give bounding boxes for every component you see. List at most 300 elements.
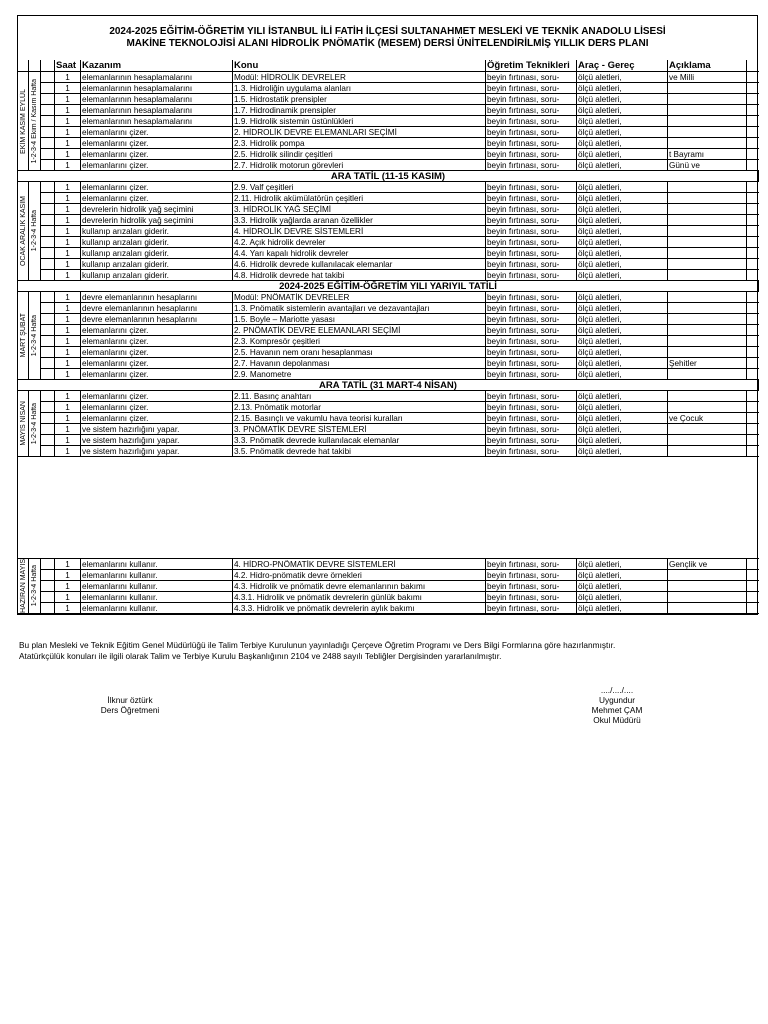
edge-cell: [747, 369, 759, 380]
table-row: [18, 182, 759, 193]
edge-cell: [747, 336, 759, 347]
cell-konu: 2.13. Pnömatik motorlar: [233, 402, 486, 413]
cell-ogretim: beyin fırtınası, soru-: [486, 391, 577, 402]
principal-title: Okul Müdürü: [593, 715, 641, 725]
hour-index-cell: [41, 559, 55, 570]
table-row: [18, 127, 759, 138]
table-row: [18, 424, 759, 435]
plan-table: [17, 60, 759, 457]
cell-arac: ölçü aletleri,: [577, 160, 668, 171]
cell-konu: 1.3. Hidroliğin uygulama alanları: [233, 83, 486, 94]
cell-saat: 1: [55, 149, 81, 160]
cell-ogretim: beyin fırtınası, soru-: [486, 215, 577, 226]
cell-kazanim: ve sistem hazırlığını yapar.: [81, 446, 233, 457]
cell-aciklama: [668, 138, 747, 149]
cell-arac: ölçü aletleri,: [577, 603, 668, 614]
month-cell: [18, 391, 29, 457]
cell-arac: ölçü aletleri,: [577, 347, 668, 358]
edge-cell: [747, 559, 759, 570]
cell-konu: 4. HİDROLİK DEVRE SİSTEMLERİ: [233, 226, 486, 237]
hour-index-cell: [41, 105, 55, 116]
cell-aciklama: [668, 592, 747, 603]
hour-index-cell: [41, 581, 55, 592]
hour-index-cell: [41, 116, 55, 127]
hour-index-cell: [41, 226, 55, 237]
cell-aciklama: Gençlik ve: [668, 559, 747, 570]
cell-konu: 2.3. Hidrolik pompa: [233, 138, 486, 149]
cell-saat: 1: [55, 204, 81, 215]
hour-index-cell: [41, 270, 55, 281]
edge-cell: [747, 358, 759, 369]
cell-aciklama: [668, 248, 747, 259]
cell-aciklama: [668, 570, 747, 581]
cell-arac: ölçü aletleri,: [577, 226, 668, 237]
cell-arac: ölçü aletleri,: [577, 446, 668, 457]
cell-ogretim: beyin fırtınası, soru-: [486, 570, 577, 581]
edge-cell: [747, 303, 759, 314]
cell-aciklama: [668, 226, 747, 237]
cell-konu: 2.5. Hidrolik silindir çeşitleri: [233, 149, 486, 160]
cell-konu: 2.11. Hidrolik akümülatörün çeşitleri: [233, 193, 486, 204]
cell-arac: ölçü aletleri,: [577, 149, 668, 160]
cell-konu: 4.6. Hidrolik devrede kullanılacak elemanlar: [233, 259, 486, 270]
cell-ogretim: beyin fırtınası, soru-: [486, 424, 577, 435]
cell-aciklama: [668, 83, 747, 94]
table-row: [18, 314, 759, 325]
cell-kazanim: elemanlarını çizer.: [81, 149, 233, 160]
edge-cell: [747, 292, 759, 303]
cell-arac: ölçü aletleri,: [577, 72, 668, 83]
cell-aciklama: [668, 105, 747, 116]
cell-saat: 1: [55, 248, 81, 259]
cell-konu: 2.7. Hidrolik motorun görevleri: [233, 160, 486, 171]
cell-aciklama: [668, 303, 747, 314]
cell-arac: ölçü aletleri,: [577, 248, 668, 259]
footer-line-2: Atatürkçülük konuları ile ilgili olarak Talim ve Terbiye Kurulu Başkanlığının 2104 ve 2488 sayılı Tebliğler Dergisinden yararlanılmıştır.: [19, 651, 502, 661]
cell-kazanim: elemanlarının hesaplamalarını: [81, 105, 233, 116]
cell-saat: 1: [55, 72, 81, 83]
plan-table-june: [17, 558, 759, 614]
table-row: [18, 270, 759, 281]
cell-kazanim: kullanıp arızaları giderir.: [81, 270, 233, 281]
table-row: [18, 347, 759, 358]
cell-konu: 2.9. Valf çeşitleri: [233, 182, 486, 193]
week-label: 1-2-3-4 Ekim / Kasım Hafta: [31, 78, 38, 164]
cell-aciklama: [668, 325, 747, 336]
edge-cell: [747, 270, 759, 281]
edge-cell: [747, 435, 759, 446]
footer-note: [19, 640, 615, 662]
edge-cell: [747, 182, 759, 193]
cell-kazanim: ve sistem hazırlığını yapar.: [81, 435, 233, 446]
cell-aciklama: [668, 314, 747, 325]
cell-arac: ölçü aletleri,: [577, 358, 668, 369]
cell-kazanim: devre elemanlarının hesaplarını: [81, 292, 233, 303]
teacher-title: Ders Öğretmeni: [100, 705, 160, 715]
edge-cell: [747, 592, 759, 603]
table-row: [18, 413, 759, 424]
header-saat: Saat: [55, 60, 81, 72]
table-row: [18, 292, 759, 303]
break-row: [18, 380, 759, 391]
table-row: [18, 83, 759, 94]
edge-cell: [747, 105, 759, 116]
cell-arac: ölçü aletleri,: [577, 369, 668, 380]
cell-ogretim: beyin fırtınası, soru-: [486, 592, 577, 603]
cell-kazanim: elemanlarını çizer.: [81, 127, 233, 138]
month-label: MART ŞUBAT: [20, 313, 27, 358]
cell-ogretim: beyin fırtınası, soru-: [486, 402, 577, 413]
cell-kazanim: elemanlarını çizer.: [81, 193, 233, 204]
cell-ogretim: beyin fırtınası, soru-: [486, 83, 577, 94]
header-aciklama: Açıklama: [668, 60, 747, 72]
hour-index-cell: [41, 160, 55, 171]
cell-ogretim: beyin fırtınası, soru-: [486, 127, 577, 138]
cell-kazanim: ve sistem hazırlığını yapar.: [81, 424, 233, 435]
cell-konu: Modül: PNÖMATİK DEVRELER: [233, 292, 486, 303]
cell-kazanim: elemanlarını çizer.: [81, 358, 233, 369]
cell-saat: 1: [55, 314, 81, 325]
cell-arac: ölçü aletleri,: [577, 182, 668, 193]
cell-konu: 1.7. Hidrodinamik prensipler: [233, 105, 486, 116]
hour-index-cell: [41, 237, 55, 248]
hour-index-cell: [41, 303, 55, 314]
week-cell: [29, 391, 41, 457]
cell-arac: ölçü aletleri,: [577, 83, 668, 94]
month-label: MAYIS NİSAN: [20, 401, 27, 446]
month-label: EKİM KASIM EYLÜL: [20, 88, 27, 154]
break-row: [18, 171, 759, 182]
cell-ogretim: beyin fırtınası, soru-: [486, 105, 577, 116]
month-cell: [18, 182, 29, 281]
cell-aciklama: [668, 204, 747, 215]
cell-kazanim: elemanlarını çizer.: [81, 160, 233, 171]
cell-konu: 2. PNÖMATİK DEVRE ELEMANLARI SEÇİMİ: [233, 325, 486, 336]
cell-ogretim: beyin fırtınası, soru-: [486, 559, 577, 570]
cell-arac: ölçü aletleri,: [577, 592, 668, 603]
cell-aciklama: Şehitler: [668, 358, 747, 369]
cell-ogretim: beyin fırtınası, soru-: [486, 314, 577, 325]
hour-index-cell: [41, 149, 55, 160]
hour-index-cell: [41, 435, 55, 446]
cell-saat: 1: [55, 215, 81, 226]
cell-aciklama: [668, 347, 747, 358]
cell-arac: ölçü aletleri,: [577, 314, 668, 325]
cell-arac: ölçü aletleri,: [577, 292, 668, 303]
hour-index-cell: [41, 570, 55, 581]
cell-kazanim: kullanıp arızaları giderir.: [81, 259, 233, 270]
teacher-name: İlknur öztürk: [107, 695, 153, 705]
table-row: [18, 391, 759, 402]
cell-konu: 1.3. Pnömatik sistemlerin avantajları ve dezavantajları: [233, 303, 486, 314]
cell-aciklama: [668, 391, 747, 402]
cell-kazanim: devrelerin hidrolik yağ seçimini: [81, 215, 233, 226]
edge-cell: [747, 116, 759, 127]
edge-cell: [747, 83, 759, 94]
edge-cell: [747, 226, 759, 237]
table-row: [18, 160, 759, 171]
cell-ogretim: beyin fırtınası, soru-: [486, 248, 577, 259]
cell-saat: 1: [55, 358, 81, 369]
hour-index-cell: [41, 358, 55, 369]
cell-arac: ölçü aletleri,: [577, 105, 668, 116]
cell-aciklama: [668, 237, 747, 248]
hour-index-cell: [41, 248, 55, 259]
cell-ogretim: beyin fırtınası, soru-: [486, 303, 577, 314]
hour-index-cell: [41, 446, 55, 457]
cell-saat: 1: [55, 303, 81, 314]
cell-kazanim: elemanlarını çizer.: [81, 182, 233, 193]
cell-arac: ölçü aletleri,: [577, 259, 668, 270]
cell-konu: 2.7. Havanın depolanması: [233, 358, 486, 369]
cell-kazanim: elemanlarını çizer.: [81, 336, 233, 347]
cell-kazanim: elemanlarını kullanır.: [81, 603, 233, 614]
cell-arac: ölçü aletleri,: [577, 138, 668, 149]
edge-cell: [747, 603, 759, 614]
table-row: [18, 226, 759, 237]
hour-index-cell: [41, 94, 55, 105]
table-row: [18, 325, 759, 336]
table-row: [18, 559, 759, 570]
cell-ogretim: beyin fırtınası, soru-: [486, 603, 577, 614]
table-row: [18, 402, 759, 413]
break-label: ARA TATİL (31 MART-4 NİSAN): [18, 380, 759, 391]
hour-index-cell: [41, 391, 55, 402]
hour-index-cell: [41, 127, 55, 138]
cell-saat: 1: [55, 325, 81, 336]
cell-ogretim: beyin fırtınası, soru-: [486, 413, 577, 424]
table-row: [18, 336, 759, 347]
cell-kazanim: kullanıp arızaları giderir.: [81, 237, 233, 248]
cell-kazanim: kullanıp arızaları giderir.: [81, 226, 233, 237]
cell-aciklama: [668, 292, 747, 303]
page-title: [17, 26, 758, 50]
cell-aciklama: [668, 336, 747, 347]
hour-index-cell: [41, 72, 55, 83]
cell-ogretim: beyin fırtınası, soru-: [486, 116, 577, 127]
hour-index-cell: [41, 413, 55, 424]
table-row: [18, 193, 759, 204]
cell-saat: 1: [55, 270, 81, 281]
week-label: 1-2-3-4 Hafta: [31, 565, 38, 607]
table-row: [18, 259, 759, 270]
cell-konu: 4.2. Açık hidrolik devreler: [233, 237, 486, 248]
cell-kazanim: elemanlarını çizer.: [81, 391, 233, 402]
cell-kazanim: kullanıp arızaları giderir.: [81, 248, 233, 259]
cell-ogretim: beyin fırtınası, soru-: [486, 336, 577, 347]
edge-cell: [747, 215, 759, 226]
cell-konu: 3. HİDROLİK YAĞ SEÇİMİ: [233, 204, 486, 215]
cell-kazanim: elemanlarını kullanır.: [81, 581, 233, 592]
edge-cell: [747, 446, 759, 457]
principal-name: Mehmet ÇAM: [591, 705, 643, 715]
month-cell: [18, 559, 29, 614]
edge-cell: [747, 248, 759, 259]
hour-index-cell: [41, 347, 55, 358]
cell-arac: ölçü aletleri,: [577, 413, 668, 424]
cell-arac: ölçü aletleri,: [577, 215, 668, 226]
hour-index-cell: [41, 259, 55, 270]
cell-konu: 3. PNÖMATİK DEVRE SİSTEMLERİ: [233, 424, 486, 435]
cell-arac: ölçü aletleri,: [577, 237, 668, 248]
hour-index-cell: [41, 83, 55, 94]
cell-konu: 2. HİDROLİK DEVRE ELEMANLARI SEÇİMİ: [233, 127, 486, 138]
cell-arac: ölçü aletleri,: [577, 435, 668, 446]
cell-aciklama: [668, 369, 747, 380]
edge-cell: [747, 160, 759, 171]
cell-aciklama: [668, 446, 747, 457]
edge-cell: [747, 237, 759, 248]
table-row: [18, 237, 759, 248]
cell-kazanim: elemanlarını kullanır.: [81, 570, 233, 581]
cell-saat: 1: [55, 424, 81, 435]
cell-kazanim: devrelerin hidrolik yağ seçimini: [81, 204, 233, 215]
cell-saat: 1: [55, 237, 81, 248]
edge-cell: [747, 314, 759, 325]
cell-saat: 1: [55, 603, 81, 614]
approval-label: Uygundur: [599, 695, 635, 705]
table-row: [18, 105, 759, 116]
cell-saat: 1: [55, 226, 81, 237]
edge-cell: [747, 127, 759, 138]
title-line-2: MAKİNE TEKNOLOJİSİ ALANI HİDROLİK PNÖMATİK (MESEM) DERSİ ÜNİTELENDİRİLMİŞ YILLIK DERS PLANI: [126, 38, 649, 49]
table-row: [18, 138, 759, 149]
table-row: [18, 369, 759, 380]
cell-saat: 1: [55, 138, 81, 149]
cell-saat: 1: [55, 559, 81, 570]
cell-konu: 2.3. Kompresör çeşitleri: [233, 336, 486, 347]
cell-arac: ölçü aletleri,: [577, 559, 668, 570]
cell-saat: 1: [55, 105, 81, 116]
header-konu: Konu: [233, 60, 486, 72]
cell-ogretim: beyin fırtınası, soru-: [486, 204, 577, 215]
cell-ogretim: beyin fırtınası, soru-: [486, 193, 577, 204]
cell-kazanim: elemanlarını çizer.: [81, 325, 233, 336]
cell-aciklama: [668, 435, 747, 446]
header-arac: Araç - Gereç: [577, 60, 668, 72]
cell-aciklama: [668, 182, 747, 193]
hour-index-cell: [41, 336, 55, 347]
cell-aciklama: [668, 193, 747, 204]
cell-aciklama: [668, 424, 747, 435]
cell-ogretim: beyin fırtınası, soru-: [486, 149, 577, 160]
cell-saat: 1: [55, 182, 81, 193]
cell-konu: 4.2. Hidro-pnömatik devre örnekleri: [233, 570, 486, 581]
cell-konu: 2.5. Havanın nem oranı hesaplanması: [233, 347, 486, 358]
cell-aciklama: [668, 603, 747, 614]
cell-arac: ölçü aletleri,: [577, 581, 668, 592]
cell-ogretim: beyin fırtınası, soru-: [486, 292, 577, 303]
week-cell: [29, 292, 41, 380]
hour-index-cell: [41, 603, 55, 614]
table-row: [18, 303, 759, 314]
edge-cell: [747, 72, 759, 83]
cell-saat: 1: [55, 347, 81, 358]
cell-arac: ölçü aletleri,: [577, 303, 668, 314]
cell-konu: 3.3. Hidrolik yağlarda aranan özellikler: [233, 215, 486, 226]
cell-ogretim: beyin fırtınası, soru-: [486, 369, 577, 380]
cell-arac: ölçü aletleri,: [577, 204, 668, 215]
cell-saat: 1: [55, 391, 81, 402]
cell-kazanim: devre elemanlarının hesaplarını: [81, 314, 233, 325]
month-cell: [18, 72, 29, 171]
cell-aciklama: [668, 94, 747, 105]
edge-cell: [747, 347, 759, 358]
week-label: 1-2-3-4 Hafta: [31, 314, 38, 357]
cell-aciklama: Günü ve: [668, 160, 747, 171]
table-row: [18, 581, 759, 592]
cell-ogretim: beyin fırtınası, soru-: [486, 358, 577, 369]
cell-konu: 1.5. Hidrostatik prensipler: [233, 94, 486, 105]
teacher-signature: [80, 695, 180, 715]
week-cell: [29, 559, 41, 614]
cell-ogretim: beyin fırtınası, soru-: [486, 446, 577, 457]
table-row: [18, 570, 759, 581]
table-row: [18, 446, 759, 457]
edge-cell: [747, 413, 759, 424]
edge-cell: [747, 259, 759, 270]
cell-arac: ölçü aletleri,: [577, 325, 668, 336]
table-row: [18, 435, 759, 446]
table-row: [18, 94, 759, 105]
cell-saat: 1: [55, 435, 81, 446]
cell-ogretim: beyin fırtınası, soru-: [486, 94, 577, 105]
cell-saat: 1: [55, 570, 81, 581]
edge-cell: [747, 402, 759, 413]
cell-konu: 1.9. Hidrolik sistemin üstünlükleri: [233, 116, 486, 127]
cell-konu: 2.15. Basınçlı ve vakumlu hava teorisi kuralları: [233, 413, 486, 424]
break-row: [18, 281, 759, 292]
hour-index-cell: [41, 204, 55, 215]
cell-aciklama: [668, 402, 747, 413]
cell-saat: 1: [55, 259, 81, 270]
hour-index-cell: [41, 402, 55, 413]
cell-konu: Modül: HİDROLİK DEVRELER: [233, 72, 486, 83]
table-row: [18, 204, 759, 215]
cell-ogretim: beyin fırtınası, soru-: [486, 259, 577, 270]
cell-saat: 1: [55, 94, 81, 105]
cell-aciklama: [668, 116, 747, 127]
edge-cell: [747, 570, 759, 581]
cell-konu: 2.9. Manometre: [233, 369, 486, 380]
edge-cell: [747, 581, 759, 592]
cell-arac: ölçü aletleri,: [577, 424, 668, 435]
cell-aciklama: [668, 270, 747, 281]
hour-index-cell: [41, 424, 55, 435]
cell-konu: 4.8. Hidrolik devrede hat takibi: [233, 270, 486, 281]
hour-index-cell: [41, 314, 55, 325]
cell-saat: 1: [55, 592, 81, 603]
cell-kazanim: elemanlarını çizer.: [81, 413, 233, 424]
cell-konu: 3.5. Pnömatik devrede hat takibi: [233, 446, 486, 457]
edge-cell: [747, 325, 759, 336]
week-cell: [29, 72, 41, 171]
cell-arac: ölçü aletleri,: [577, 270, 668, 281]
edge-cell: [747, 424, 759, 435]
edge-cell: [747, 193, 759, 204]
cell-saat: 1: [55, 160, 81, 171]
cell-aciklama: [668, 127, 747, 138]
cell-kazanim: elemanlarının hesaplamalarını: [81, 94, 233, 105]
cell-ogretim: beyin fırtınası, soru-: [486, 182, 577, 193]
cell-kazanim: elemanlarını kullanır.: [81, 559, 233, 570]
cell-saat: 1: [55, 116, 81, 127]
approval-date: ..../..../....: [600, 685, 634, 695]
week-cell: [29, 182, 41, 281]
header-kazanim: Kazanım: [81, 60, 233, 72]
table-header-row: [18, 60, 759, 72]
cell-kazanim: elemanlarının hesaplamalarını: [81, 83, 233, 94]
